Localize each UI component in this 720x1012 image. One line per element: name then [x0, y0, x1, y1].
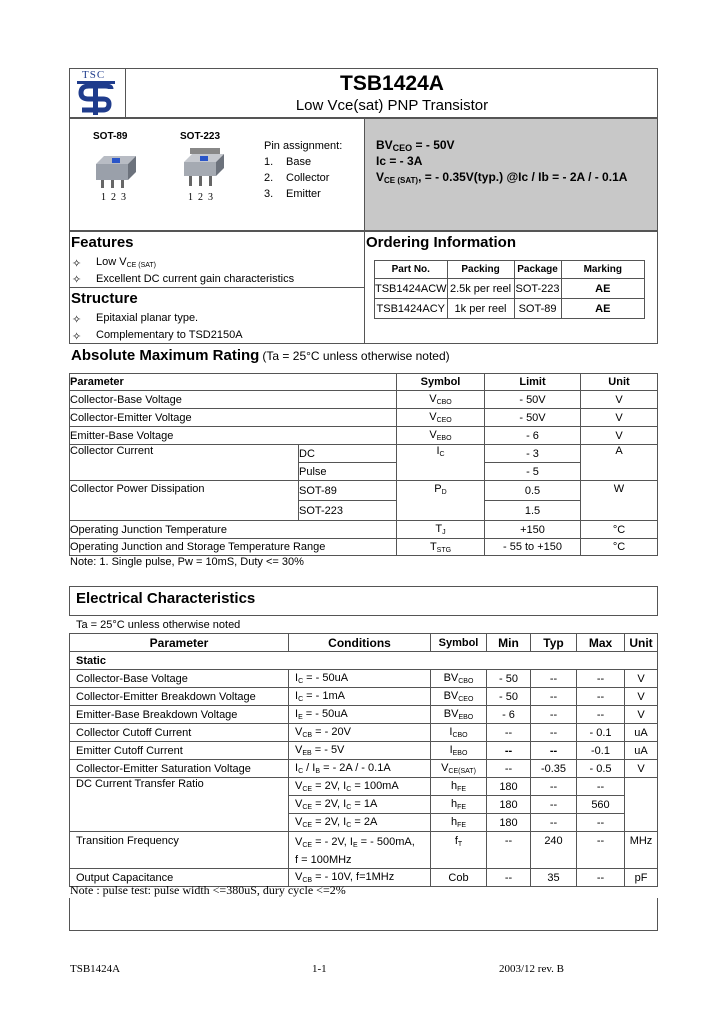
col-header: Package: [514, 261, 561, 279]
col-header: Max: [577, 634, 625, 652]
cell: --: [487, 760, 531, 778]
cell: --: [531, 742, 577, 760]
cell: Emitter-Base Voltage: [70, 427, 397, 445]
features-title: Features: [71, 234, 134, 251]
cell: - 0.5: [577, 760, 625, 778]
cell: - 6: [487, 706, 531, 724]
cell: - 6: [485, 427, 581, 445]
cell: SOT-89: [514, 299, 561, 319]
pin-item: 2.: [264, 172, 274, 184]
amr-heading: Absolute Maximum Rating (Ta = 25°C unless otherwise noted): [71, 347, 450, 364]
cell: Collector Power Dissipation: [70, 481, 299, 521]
cell: Collector Cutoff Current: [70, 724, 289, 742]
logo-s-icon: [74, 79, 122, 117]
amr-table: [69, 373, 658, 556]
cell: 180: [487, 778, 531, 796]
footer-left: TSB1424A: [70, 963, 121, 975]
bullet-icon: ✧: [72, 331, 82, 343]
cell: W: [581, 481, 658, 521]
cell: V: [581, 427, 658, 445]
spec-vcesat: $V_{CE (SAT)}$, = - 0.35V(typ.) @Ic / Ib = - 2A / - 0.1A: [376, 170, 628, 185]
table-row: [70, 742, 658, 760]
table-row: [70, 409, 658, 427]
cell: uA: [625, 742, 658, 760]
table-row: [70, 521, 658, 539]
cell: TSB1424ACW: [375, 279, 448, 299]
cell: --: [531, 796, 577, 814]
cell: $V_{CE} = 2V$, $I_C = 2A$: [289, 814, 431, 832]
cell: DC Current Transfer Ratio: [70, 778, 289, 832]
cell: $BV_{EBO}$: [431, 706, 487, 724]
structure-item: Epitaxial planar type.: [96, 312, 199, 324]
ec-bottom-box: [69, 898, 658, 931]
footer-right: 2003/12 rev. B: [499, 963, 564, 975]
cell: -0.1: [577, 742, 625, 760]
cell: V: [625, 670, 658, 688]
col-header: Marking: [561, 261, 644, 279]
cell: $BV_{CEO}$: [431, 688, 487, 706]
cell: - 0.1: [577, 724, 625, 742]
cell: V: [581, 409, 658, 427]
cell: --: [577, 832, 625, 869]
cell: AE: [561, 299, 644, 319]
table-row: [375, 279, 645, 299]
cell: Collector-Base Voltage: [70, 670, 289, 688]
table-row: [70, 724, 658, 742]
table-row: [375, 299, 645, 319]
cell: --: [487, 742, 531, 760]
cell: $V_{CE} = 2V$, $I_C = 100mA$: [289, 778, 431, 796]
bullet-icon: ✧: [72, 314, 82, 326]
cell: DC: [299, 445, 397, 463]
cell: Collector Current: [70, 445, 299, 481]
col-header: Packing: [447, 261, 514, 279]
cell: 2.5k per reel: [447, 279, 514, 299]
cell: Collector-Emitter Breakdown Voltage: [70, 688, 289, 706]
cell: Collector-Emitter Voltage: [70, 409, 397, 427]
cell: 560: [577, 796, 625, 814]
cell: --: [531, 778, 577, 796]
table-row: [70, 539, 658, 556]
pin-item-name: Emitter: [286, 188, 321, 200]
ec-title: Electrical Characteristics: [76, 590, 256, 607]
page-subtitle: Low Vce(sat) PNP Transistor: [295, 97, 489, 114]
cell: A: [581, 445, 658, 481]
col-header: Parameter: [70, 374, 397, 391]
cell: $I_C$ = - 1mA: [289, 688, 431, 706]
cell: uA: [625, 724, 658, 742]
cell: $I_C / I_B$ = - 2A / - 0.1A: [289, 760, 431, 778]
cell: $I_{CBO}$: [431, 724, 487, 742]
col-header: Symbol: [397, 374, 485, 391]
cell: $h_{FE}$: [431, 778, 487, 796]
cell: Emitter-Base Breakdown Voltage: [70, 706, 289, 724]
cell: SOT-223: [514, 279, 561, 299]
cell: $V_{CE}$ = - 2V, $I_E$ = - 500mA, f = 100MHz: [289, 832, 431, 869]
table-row: [70, 391, 658, 409]
cell: $f_T$: [431, 832, 487, 869]
cell: 180: [487, 796, 531, 814]
table-row: [70, 427, 658, 445]
feature-item: Low $V_{CE (SAT)}$: [96, 256, 157, 269]
footer-page: 1-1: [312, 963, 327, 975]
cell: --: [577, 814, 625, 832]
cell: $BV_{CBO}$: [431, 670, 487, 688]
cell: Operating Junction and Storage Temperature Range: [70, 539, 397, 556]
sot89-package-icon: [92, 150, 142, 192]
ec-note: Note : pulse test: pulse width <=380uS, dury cycle <=2%: [70, 883, 346, 897]
col-header: Part No.: [375, 261, 448, 279]
cell: Emitter Cutoff Current: [70, 742, 289, 760]
cell: - 5: [485, 463, 581, 481]
ordering-table: [374, 260, 645, 319]
cell: 0.5: [485, 481, 581, 501]
cell: --: [577, 670, 625, 688]
sot223-pins: 1 2 3: [188, 192, 213, 203]
table-row: [70, 760, 658, 778]
cell: $I_C$: [397, 445, 485, 481]
sot223-label: SOT-223: [180, 131, 221, 142]
structure-item: Complementary to TSD2150A: [96, 329, 243, 341]
col-header: Min: [487, 634, 531, 652]
cell: $T_{STG}$: [397, 539, 485, 556]
pin-item: 1.: [264, 156, 274, 168]
cell: --: [531, 688, 577, 706]
cell: - 50: [487, 670, 531, 688]
cell: $I_E$ = - 50uA: [289, 706, 431, 724]
cell: --: [577, 778, 625, 796]
col-header: Limit: [485, 374, 581, 391]
bullet-icon: ✧: [72, 258, 82, 270]
table-row: [70, 688, 658, 706]
spec-bvceo: $BV_{CEO}$ = - 50V: [376, 138, 455, 153]
cell: Transition Frequency: [70, 832, 289, 869]
cell: --: [487, 724, 531, 742]
cell: V: [625, 688, 658, 706]
cell: Collector-Emitter Saturation Voltage: [70, 760, 289, 778]
sot89-pins: 1 2 3: [101, 192, 126, 203]
cell: $V_{CB}$ = - 20V: [289, 724, 431, 742]
cell: $h_{FE}$: [431, 796, 487, 814]
col-header: Unit: [581, 374, 658, 391]
col-header: Parameter: [70, 634, 289, 652]
col-header: Symbol: [431, 634, 487, 652]
cell: - 3: [485, 445, 581, 463]
cell: --: [487, 832, 531, 869]
table-row: [70, 445, 658, 463]
feature-item: Excellent DC current gain characteristics: [96, 273, 295, 285]
sot223-package-icon: [180, 146, 230, 192]
cell: [625, 778, 658, 832]
cell: $I_C$ = - 50uA: [289, 670, 431, 688]
cell: AE: [561, 279, 644, 299]
static-label: Static: [70, 652, 658, 670]
col-header: Conditions: [289, 634, 431, 652]
cell: Pulse: [299, 463, 397, 481]
cell: --: [531, 670, 577, 688]
cell: - 50: [487, 688, 531, 706]
table-row: [70, 778, 658, 796]
page-title: TSB1424A: [340, 72, 444, 95]
cell: $V_{CEO}$: [397, 409, 485, 427]
cell: --: [577, 688, 625, 706]
cell: - 50V: [485, 391, 581, 409]
pin-item-name: Collector: [286, 172, 330, 184]
pin-item-name: Base: [286, 156, 312, 168]
ec-conditions: Ta = 25°C unless otherwise noted: [76, 619, 241, 631]
cell: °C: [581, 539, 658, 556]
cell: Cob: [431, 869, 487, 887]
cell: V: [625, 706, 658, 724]
cell: 35: [531, 869, 577, 887]
bullet-icon: ✧: [72, 274, 82, 286]
tsc-logo: [74, 69, 122, 117]
cell: Output Capacitance: [70, 869, 289, 887]
cell: $h_{FE}$: [431, 814, 487, 832]
cell: --: [577, 706, 625, 724]
ec-table: [69, 633, 658, 887]
cell: $I_{EBO}$: [431, 742, 487, 760]
amr-note: Note: 1. Single pulse, Pw = 10mS, Duty <= 30%: [70, 556, 304, 568]
cell: Collector-Base Voltage: [70, 391, 397, 409]
spec-ic: Ic = - 3A: [376, 154, 423, 168]
pin-assignment-title: Pin assignment:: [264, 140, 343, 152]
cell: $V_{CBO}$: [397, 391, 485, 409]
cell: 240: [531, 832, 577, 869]
cell: V: [581, 391, 658, 409]
sot89-label: SOT-89: [93, 131, 128, 142]
cell: $V_{EB}$ = - 5V: [289, 742, 431, 760]
cell: MHz: [625, 832, 658, 869]
cell: 1k per reel: [447, 299, 514, 319]
structure-title: Structure: [71, 290, 138, 307]
cell: 180: [487, 814, 531, 832]
table-row: [70, 670, 658, 688]
cell: $V_{CE} = 2V$, $I_C = 1A$: [289, 796, 431, 814]
cell: --: [531, 814, 577, 832]
table-row: [70, 706, 658, 724]
cell: - 55 to +150: [485, 539, 581, 556]
cell: - 50V: [485, 409, 581, 427]
cell: SOT-89: [299, 481, 397, 501]
cell: --: [531, 724, 577, 742]
cell: $V_{CE(SAT)}$: [431, 760, 487, 778]
ordering-title: Ordering Information: [366, 234, 516, 251]
cell: $V_{CB}$ = - 10V, f=1MHz: [289, 869, 431, 887]
cell: SOT-223: [299, 501, 397, 521]
cell: --: [577, 869, 625, 887]
cell: --: [487, 869, 531, 887]
cell: $P_D$: [397, 481, 485, 521]
cell: °C: [581, 521, 658, 539]
table-row: [70, 481, 658, 501]
cell: pF: [625, 869, 658, 887]
cell: $T_J$: [397, 521, 485, 539]
cell: --: [531, 706, 577, 724]
cell: 1.5: [485, 501, 581, 521]
cell: Operating Junction Temperature: [70, 521, 397, 539]
table-row: [70, 832, 658, 869]
table-row: [70, 652, 658, 670]
cell: TSB1424ACY: [375, 299, 448, 319]
col-header: Unit: [625, 634, 658, 652]
cell: V: [625, 760, 658, 778]
cell: +150: [485, 521, 581, 539]
pin-item: 3.: [264, 188, 274, 200]
cell: $V_{EBO}$: [397, 427, 485, 445]
logo-text: TSC: [82, 69, 106, 81]
cell: -0.35: [531, 760, 577, 778]
col-header: Typ: [531, 634, 577, 652]
